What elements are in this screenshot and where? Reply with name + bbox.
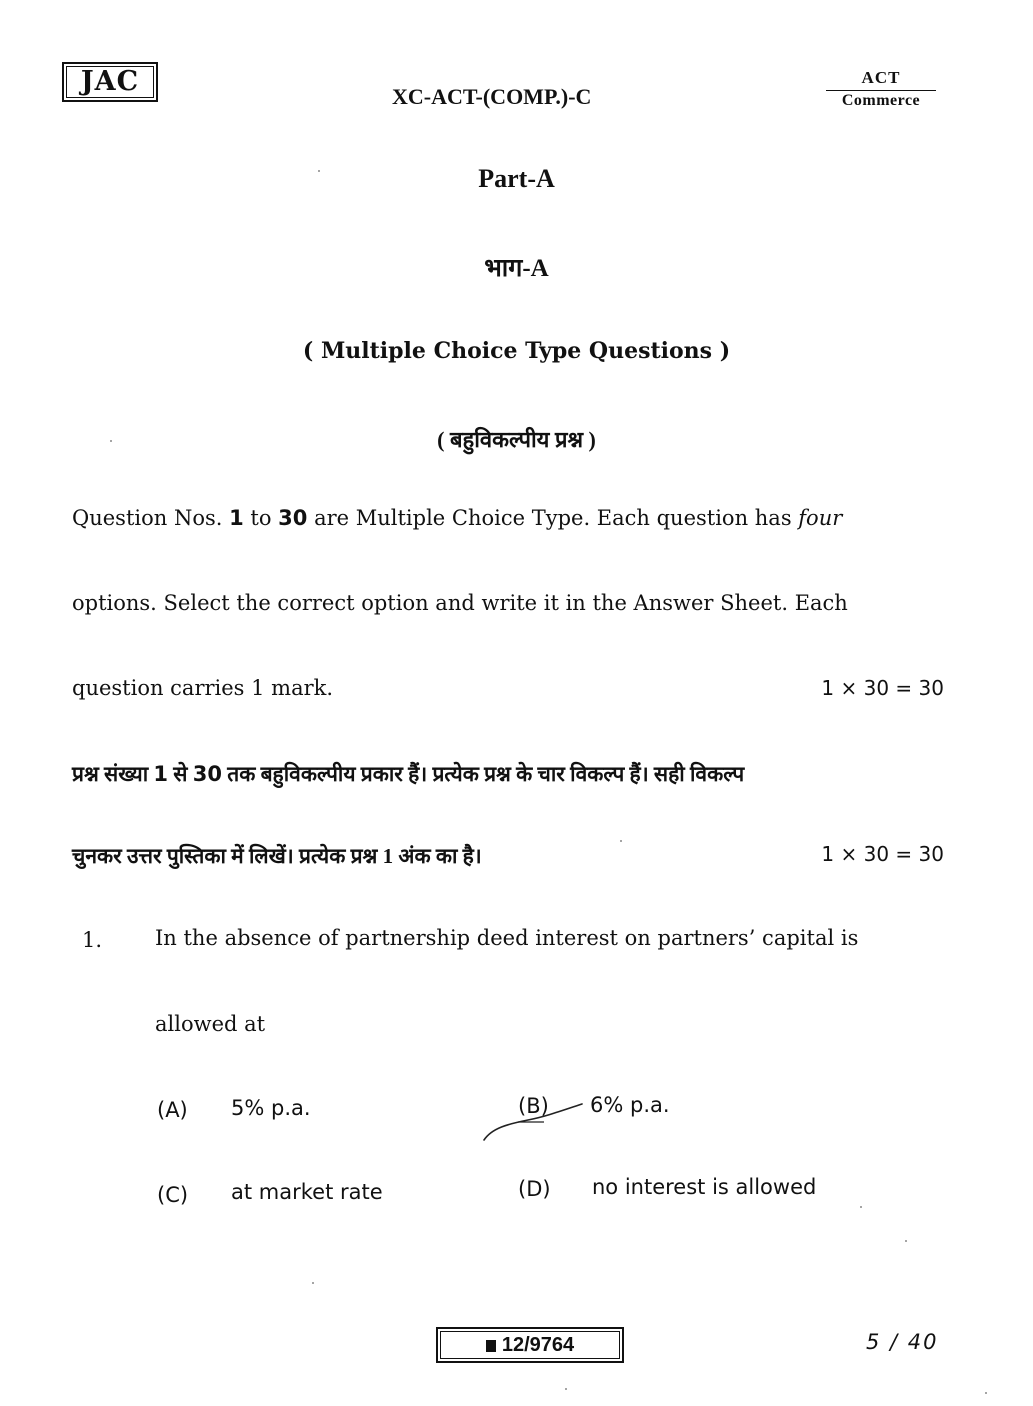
option-d-letter: (D) bbox=[518, 1177, 551, 1201]
scan-speck bbox=[565, 1388, 567, 1390]
scan-speck bbox=[860, 1206, 862, 1208]
subject-block bbox=[826, 68, 936, 110]
range-start-hi: 1 bbox=[153, 762, 169, 786]
question-text-line1: In the absence of partnership deed interest on partners’ capital is bbox=[155, 926, 859, 950]
option-b-letter: (B) bbox=[518, 1094, 549, 1118]
emphasis-char: चार bbox=[537, 762, 565, 786]
marks-en: 1 × 30 = 30 bbox=[821, 676, 944, 700]
paper-serial-box bbox=[436, 1327, 624, 1363]
scan-speck bbox=[905, 1240, 907, 1242]
option-d-text: no interest is allowed bbox=[592, 1175, 817, 1199]
part-title-en: Part-A bbox=[478, 164, 555, 193]
subject-name: Commerce bbox=[841, 92, 921, 109]
range-end-hi: 30 bbox=[192, 762, 222, 786]
instruction-en-text: question carries 1 mark. bbox=[72, 676, 334, 700]
range-end: 30 bbox=[278, 506, 308, 530]
part-title-hi: भाग-A bbox=[484, 255, 549, 282]
option-c-text: at market rate bbox=[231, 1180, 383, 1204]
board-label: JAC bbox=[80, 66, 140, 97]
option-c-letter: (C) bbox=[157, 1183, 189, 1207]
instruction-en-line1: Question Nos. 1 to 30 are Multiple Choice Type. Each question has four bbox=[72, 506, 843, 530]
page-number: 5 / 40 bbox=[866, 1330, 939, 1354]
instruction-hi-text: चुनकर उत्तर पुस्तिका में लिखें। प्रत्येक प्रश्न 1 अंक का है। bbox=[72, 844, 482, 868]
scan-speck bbox=[620, 840, 622, 842]
marks-hi: 1 × 30 = 30 bbox=[821, 842, 944, 866]
scan-speck bbox=[110, 440, 112, 442]
instruction-en-line2: options. Select the correct option and write it in the Answer Sheet. Each bbox=[72, 591, 848, 615]
section-type-hi: ( बहुविकल्पीय प्रश्न ) bbox=[437, 427, 596, 452]
instruction-hi-line1: प्रश्न संख्या 1 से 30 तक बहुविकल्पीय प्रकार हैं। प्रत्येक प्रश्न के चार विकल्प हैं। सही विकल्प bbox=[72, 762, 745, 786]
instruction-hi-line2 bbox=[72, 842, 944, 870]
range-start: 1 bbox=[229, 506, 244, 530]
emphasis-four: four bbox=[798, 506, 843, 530]
subject-code: ACT bbox=[826, 68, 936, 91]
paper-code: XC-ACT-(COMP.)-C bbox=[392, 84, 592, 109]
square-bullet-icon bbox=[486, 1340, 496, 1352]
scan-speck bbox=[312, 1282, 314, 1284]
paper-serial: 12/9764 bbox=[501, 1334, 575, 1356]
handwritten-mark-icon bbox=[478, 1098, 588, 1146]
section-type-en: ( Multiple Choice Type Questions ) bbox=[302, 338, 731, 364]
option-a-letter: (A) bbox=[157, 1098, 188, 1122]
question-number: 1. bbox=[82, 928, 103, 952]
instruction-en-line3 bbox=[72, 676, 944, 700]
option-a-text: 5% p.a. bbox=[231, 1096, 311, 1120]
question-text-line2: allowed at bbox=[155, 1012, 266, 1036]
scan-speck bbox=[985, 1392, 987, 1394]
scan-speck bbox=[318, 170, 320, 172]
board-logo-box bbox=[62, 62, 158, 102]
option-b-text: 6% p.a. bbox=[590, 1093, 670, 1117]
